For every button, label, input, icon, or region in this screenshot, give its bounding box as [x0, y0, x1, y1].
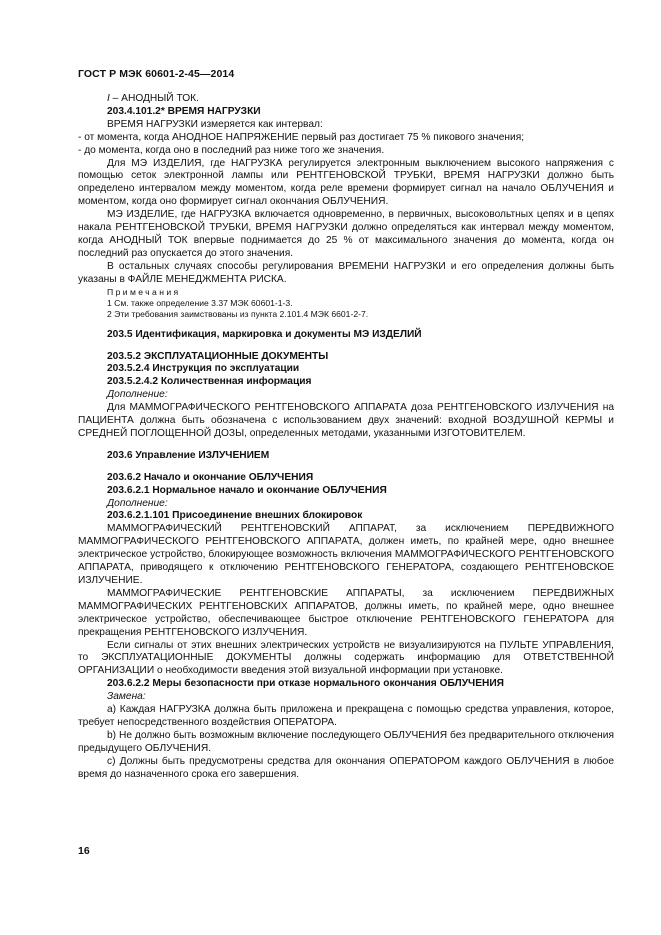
section-heading: 203.6.2.2 Меры безопасности при отказе нормального окончания ОБЛУЧЕНИЯ: [107, 678, 505, 690]
section-heading: 203.6.2.1 Нормальное начало и окончание ОБЛУЧЕНИЯ: [107, 484, 387, 496]
section-heading: 203.5.2.4.2 Количественная информация: [107, 376, 312, 388]
section-heading: 203.4.101.2* ВРЕМЯ НАГРУЗКИ: [107, 105, 261, 117]
paragraph: Для МАММОГРАФИЧЕСКОГО РЕНТГЕНОВСКОГО АППАРАТА доза РЕНТГЕНОВСКОГО ИЗЛУЧЕНИЯ на ПАЦИЕНТА должна быть обозначена с использованием двух значений: входной ВОЗДУШНОЙ КЕРМЫ и СРЕДНЕЙ ПОГЛОЩЕННОЙ ДОЗЫ, определенных методами, указанными ИЗГОТОВИТЕЛЕМ.: [78, 402, 614, 439]
paragraph: Для МЭ ИЗДЕЛИЯ, где НАГРУЗКА регулируется электронным выключением высокого напряжения с помощью сеток электронной лампы или РЕНТГЕНОВСКОЙ ТРУБКИ, ВРЕМЯ НАГРУЗКИ должно быть определено интервалом между моментом, когда реле времени формирует сигнал на начало ОБЛУЧЕНИЯ и моментом, когда оно формирует сигнал окончания ОБЛУЧЕНИЯ.: [78, 157, 614, 208]
list-item: а) Каждая НАГРУЗКА должна быть приложена и прекращена с помощью средства управления, которое, требует непосредственного воздействия ОПЕРАТОРА.: [78, 704, 614, 728]
addition-label: Дополнение:: [107, 497, 168, 509]
anode-current-definition: I – АНОДНЫЙ ТОК.: [107, 93, 199, 104]
list-item: с) Должны быть предусмотрены средства для окончания ОПЕРАТОРОМ каждого ОБЛУЧЕНИЯ в любое время до назначенного срока его завершения.: [78, 755, 614, 780]
section-heading: 203.6.2 Начало и окончание ОБЛУЧЕНИЯ: [107, 471, 314, 483]
addition-label: Дополнение:: [107, 389, 168, 401]
paragraph: МАММОГРАФИЧЕСКИЕ РЕНТГЕНОВСКИЕ АППАРАТЫ, за исключением ПЕРЕДВИЖНЫХ МАММОГРАФИЧЕСКИХ РЕНТГЕНОВСКИХ АППАРАТОВ, должны иметь, по крайней мере, одно внешнее электрическое устройство, обеспечивающее быстрое отключение РЕНТГЕНОВСКОГО ГЕНЕРАТОРА для прекращения РЕНТГЕНОВСКОГО ИЗЛУЧЕНИЯ.: [78, 587, 614, 638]
section-heading: 203.5.2 ЭКСПЛУАТАЦИОННЫЕ ДОКУМЕНТЫ: [107, 350, 329, 362]
note-item: 1 См. также определение 3.37 МЭК 60601-1-3.: [107, 297, 293, 308]
notes-heading: Примечания: [107, 286, 181, 297]
list-item: b) Не должно быть возможным включение последующего ОБЛУЧЕНИЯ без предварительного отключения предыдущего ОБЛУЧЕНИЯ.: [78, 729, 614, 754]
replacement-label: Замена:: [107, 691, 146, 703]
list-item: - до момента, когда оно в последний раз ниже того же значения.: [78, 144, 385, 156]
paragraph: МАММОГРАФИЧЕСКИЙ РЕНТГЕНОВСКИЙ АППАРАТ, за исключением ПЕРЕДВИЖНОГО МАММОГРАФИЧЕСКОГО РЕНТГЕНОВСКОГО АППАРАТА, должен иметь, по крайней мере, одно внешнее электрическое устройство, блокирующее возможность включения МАММОГРАФИЧЕСКОГО РЕНТГЕНОВСКОГО АППАРАТА, приводящего к отключению РЕНТГЕНОВСКОГО ГЕНЕРАТОРА, создающего РЕНТГЕНОВСКОЕ ИЗЛУЧЕНИЕ.: [78, 523, 614, 586]
section-heading: 203.6.2.1.101 Присоединение внешних блокировок: [107, 510, 363, 522]
standard-header: ГОСТ Р МЭК 60601-2-45—2014: [78, 68, 235, 80]
symbol-i: I: [107, 93, 110, 104]
page-number: 16: [78, 845, 90, 857]
note-item: 2 Эти требования заимствованы из пункта 2.101.4 МЭК 6601-2-7.: [107, 308, 369, 319]
paragraph: МЭ ИЗДЕЛИЕ, где НАГРУЗКА включается одновременно, в первичных, высоковольтных цепях и в цепях накала РЕНТГЕНОВСКОЙ ТРУБКИ, ВРЕМЯ НАГРУЗКИ должно определяться как интервал между моментом, когда АНОДНЫЙ ТОК впервые поднимается до 25 % от максимального значения до момента, когда он последний раз опускается до этого значения.: [78, 209, 614, 259]
section-heading: 203.5 Идентификация, маркировка и документы МЭ ИЗДЕЛИЙ: [107, 328, 422, 340]
paragraph: Если сигналы от этих внешних электрических устройств не визуализируются на ПУЛЬТЕ УПРАВЛЕНИЯ, то ЭКСПЛУАТАЦИОННЫЕ ДОКУМЕНТЫ должны содержать информацию для ОТВЕТСТВЕННОЙ ОРГАНИЗАЦИИ о необходимости введения этой визуальной информации при установке.: [78, 639, 614, 677]
page-content: [78, 93, 614, 782]
paragraph: ВРЕМЯ НАГРУЗКИ измеряется как интервал:: [107, 118, 323, 130]
paragraph: В остальных случаях способы регулирования ВРЕМЕНИ НАГРУЗКИ и его определения должны быть указаны в ФАЙЛЕ МЕНЕДЖМЕНТА РИСКА.: [78, 260, 614, 285]
section-heading: 203.6 Управление ИЗЛУЧЕНИЕМ: [107, 449, 270, 461]
section-heading: 203.5.2.4 Инструкция по эксплуатации: [107, 363, 300, 375]
list-item: - от момента, когда АНОДНОЕ НАПРЯЖЕНИЕ первый раз достигает 75 % пикового значения;: [78, 131, 525, 143]
